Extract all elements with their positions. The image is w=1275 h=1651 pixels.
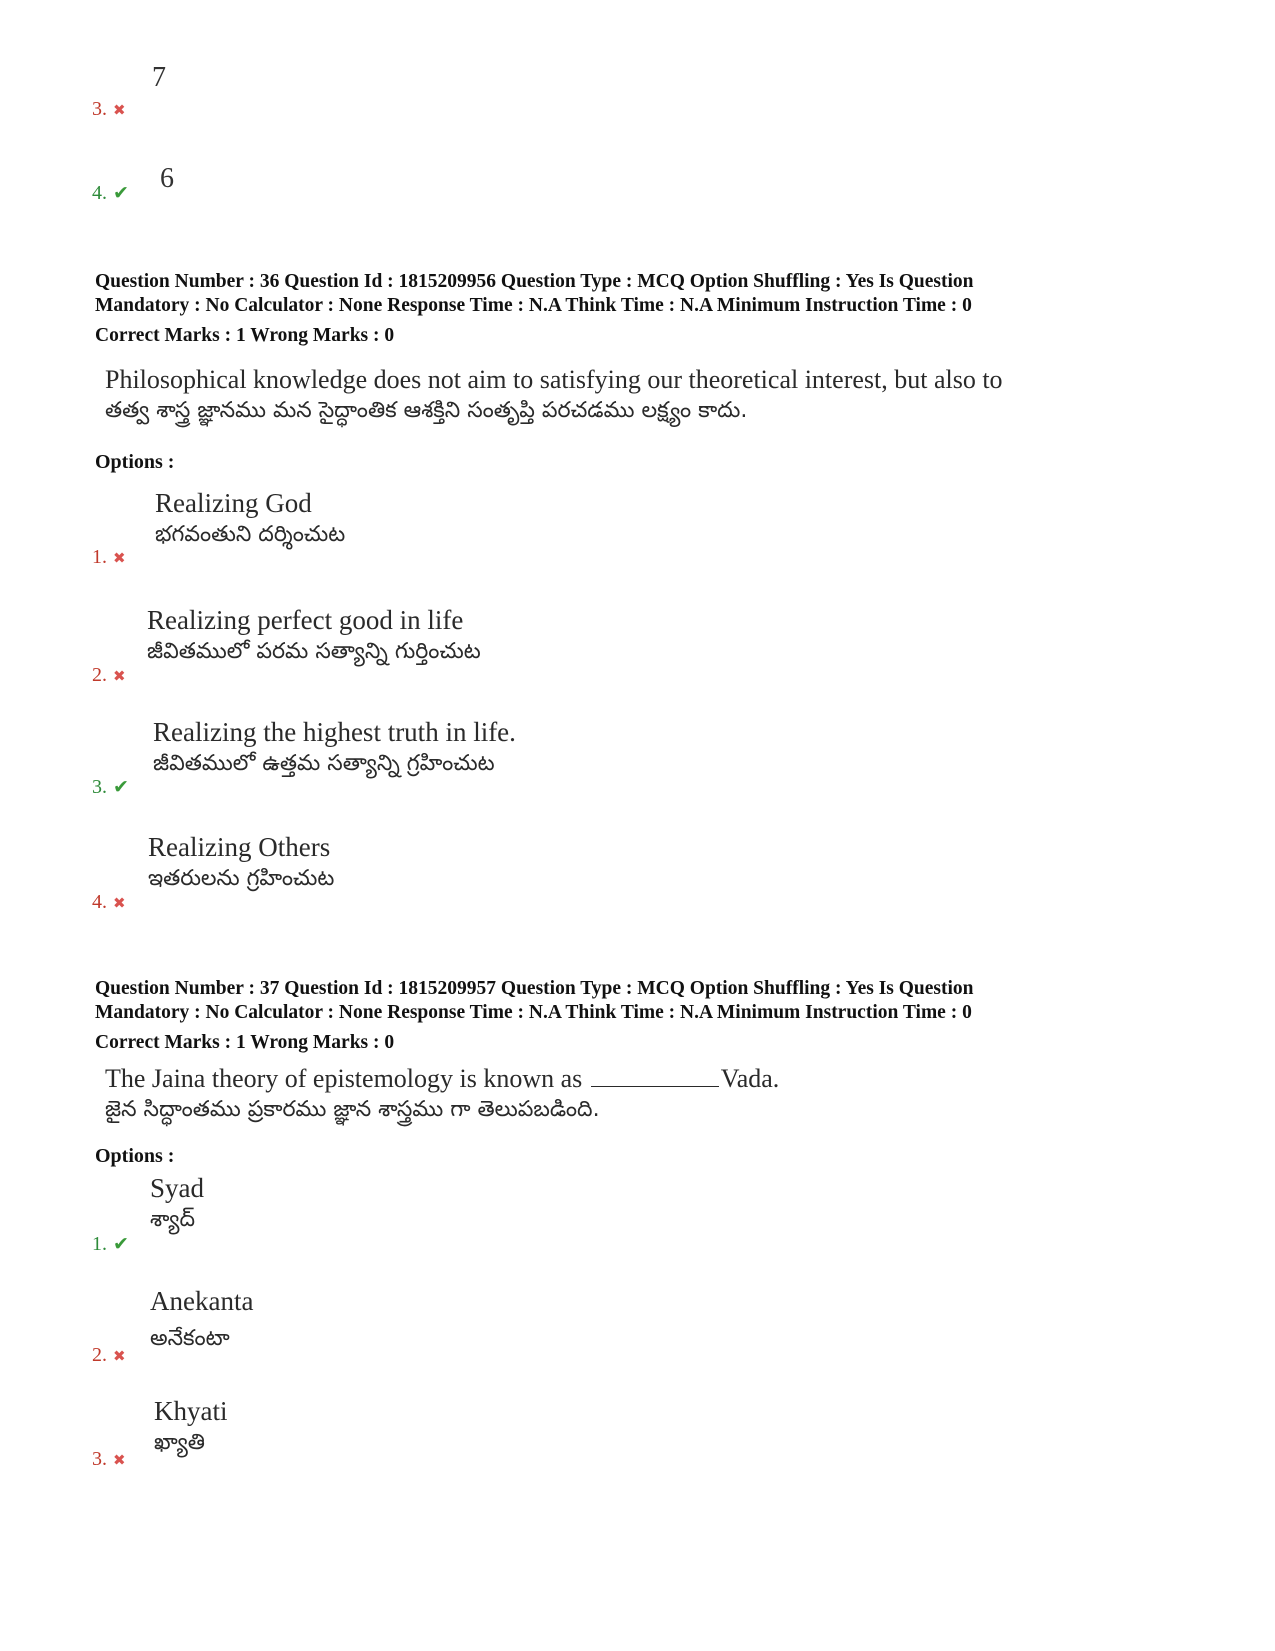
q37-marks: Correct Marks : 1 Wrong Marks : 0 [95,1032,395,1053]
q36-option-2-text: Realizing perfect good in life జీవితములో పరమ సత్యాన్ని గుర్తించుట [147,605,481,664]
cross-icon: ✖ [113,101,126,119]
q36-meta-line2: Mandatory : No Calculator : None Response Time : N.A Think Time : N.A Minimum Instruction Time : 0 [95,295,972,316]
q36-option-4-text: Realizing Others ఇతరులను గ్రహించుట [148,832,335,891]
check-icon: ✔ [113,182,129,204]
q36-stem-english: Philosophical knowledge does not aim to satisfying our theoretical interest, but also to [105,365,1003,394]
cross-icon: ✖ [113,1451,126,1469]
check-icon: ✔ [113,1233,129,1255]
prev-option-3-number: 3. ✖ [92,98,126,120]
prev-option-3-text: 7 [152,62,166,93]
check-icon: ✔ [113,776,129,798]
q37-meta-line2: Mandatory : No Calculator : None Response Time : N.A Think Time : N.A Minimum Instruction Time : 0 [95,1002,972,1023]
q36-stem-telugu: తత్వ శాస్త్ర జ్ఞానము మన సైద్ధాంతిక ఆశక్తిని సంతృప్తి పరచడము లక్ష్యం కాదు. [105,398,748,423]
q36-meta-line1: Question Number : 36 Question Id : 1815209956 Question Type : MCQ Option Shuffling : Yes Is Question [95,271,974,292]
prev-option-4-number: 4. ✔ [92,182,129,204]
q36-marks: Correct Marks : 1 Wrong Marks : 0 [95,325,395,346]
q37-option-2[interactable]: 2. ✖ [92,1344,126,1366]
cross-icon: ✖ [113,1347,126,1365]
q37-meta-line1: Question Number : 37 Question Id : 1815209957 Question Type : MCQ Option Shuffling : Yes Is Question [95,978,974,999]
q37-option-1[interactable]: 1. ✔ [92,1233,129,1255]
q37-option-1-text: Syad శ్యాద్ [150,1173,204,1232]
q36-option-2[interactable]: 2. ✖ [92,664,126,686]
q36-options-label: Options : [95,451,175,473]
cross-icon: ✖ [113,894,126,912]
q37-meta [95,977,1195,1055]
q36-option-4[interactable]: 4. ✖ [92,891,126,913]
q36-option-1-text: Realizing God భగవంతుని దర్శించుట [155,488,346,547]
q37-option-3[interactable]: 3. ✖ [92,1448,126,1470]
q36-option-3-text: Realizing the highest truth in life. జీవితములో ఉత్తమ సత్యాన్ని గ్రహించుట [153,717,516,776]
q37-option-3-text: Khyati ఖ్యాతి [154,1396,228,1455]
q36-option-1[interactable]: 1. ✖ [92,546,126,568]
prev-option-4-text: 6 [160,163,174,194]
q37-stem-english: The Jaina theory of epistemology is known as Vada. [105,1064,780,1093]
cross-icon: ✖ [113,667,126,685]
cross-icon: ✖ [113,549,126,567]
q37-stem [105,1062,1205,1125]
q36-option-3[interactable]: 3. ✔ [92,776,129,798]
q37-stem-telugu: జైన సిద్ధాంతము ప్రకారము జ్ఞాన శాస్త్రము గా తెలుపబడింది. [105,1097,600,1122]
q37-option-2-text: Anekanta అనేకంటా [150,1286,254,1351]
q36-stem [105,363,1205,426]
fill-in-blank [591,1064,719,1087]
q36-meta [95,270,1195,348]
q37-options-label: Options : [95,1145,175,1167]
